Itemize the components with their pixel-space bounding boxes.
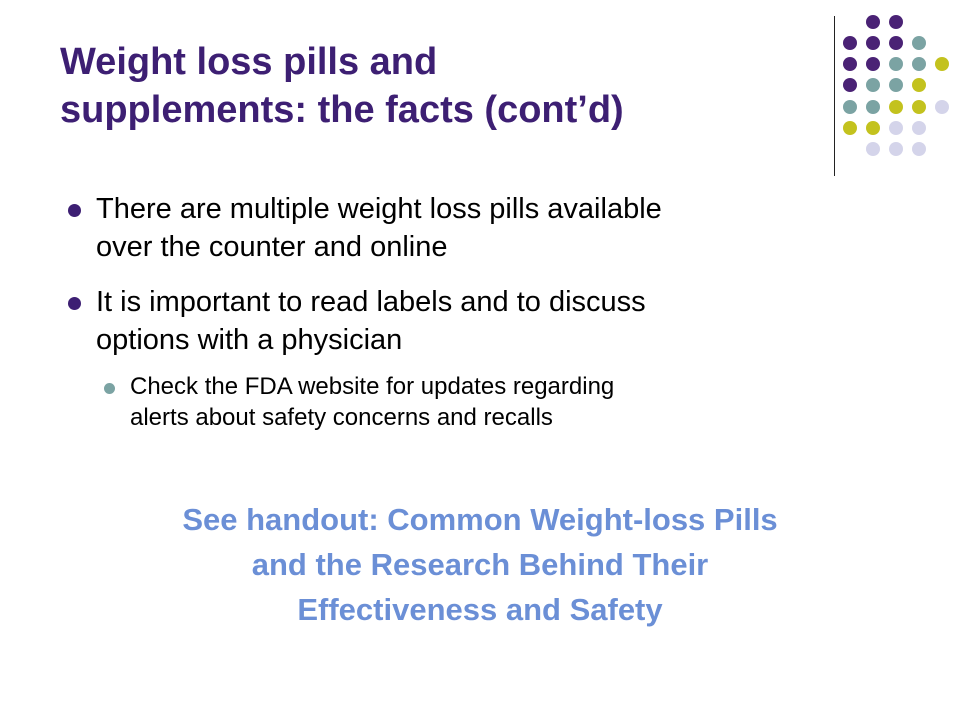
sub-bullet-item	[96, 371, 882, 433]
bullet-line: There are multiple weight loss pills available	[96, 193, 662, 225]
sub-bullet-dot-icon	[104, 383, 115, 394]
dot	[866, 15, 880, 29]
handout-note	[80, 497, 880, 632]
slide-title-line-2: supplements: the facts (cont’d)	[60, 89, 624, 131]
bullet-line: over the counter and online	[96, 231, 448, 263]
dot	[866, 121, 880, 135]
dot	[866, 78, 880, 92]
dot	[866, 142, 880, 156]
dot	[935, 57, 949, 71]
dot	[912, 78, 926, 92]
bullet-line: options with a physician	[96, 324, 403, 356]
title-divider-line	[834, 16, 835, 176]
dot	[912, 57, 926, 71]
dot	[889, 15, 903, 29]
dot	[843, 78, 857, 92]
dot	[866, 36, 880, 50]
dot	[889, 121, 903, 135]
dot	[843, 57, 857, 71]
dot	[912, 121, 926, 135]
bullet-dot-icon	[68, 204, 81, 217]
dot	[866, 57, 880, 71]
dot	[889, 100, 903, 114]
bullet-list	[62, 190, 882, 433]
dot	[866, 100, 880, 114]
dot	[935, 100, 949, 114]
bullet-item	[62, 283, 882, 359]
dot	[843, 100, 857, 114]
sub-bullet-line: alerts about safety concerns and recalls	[130, 404, 553, 431]
dot	[889, 57, 903, 71]
dot	[843, 36, 857, 50]
handout-line: Effectiveness and Safety	[297, 592, 663, 627]
dot	[912, 36, 926, 50]
sub-bullet-line: Check the FDA website for updates regarding	[130, 373, 615, 400]
dot	[889, 78, 903, 92]
handout-line: See handout: Common Weight-loss Pills	[182, 502, 778, 537]
bullet-item	[62, 190, 882, 266]
dot	[843, 121, 857, 135]
bullet-dot-icon	[68, 297, 81, 310]
slide-title-line-1: Weight loss pills and	[60, 41, 438, 83]
decorative-dot-grid	[0, 0, 960, 180]
dot	[912, 100, 926, 114]
handout-line: and the Research Behind Their	[251, 547, 709, 582]
bullet-line: It is important to read labels and to discuss	[96, 286, 646, 318]
dot	[889, 142, 903, 156]
dot	[889, 36, 903, 50]
dot	[912, 142, 926, 156]
